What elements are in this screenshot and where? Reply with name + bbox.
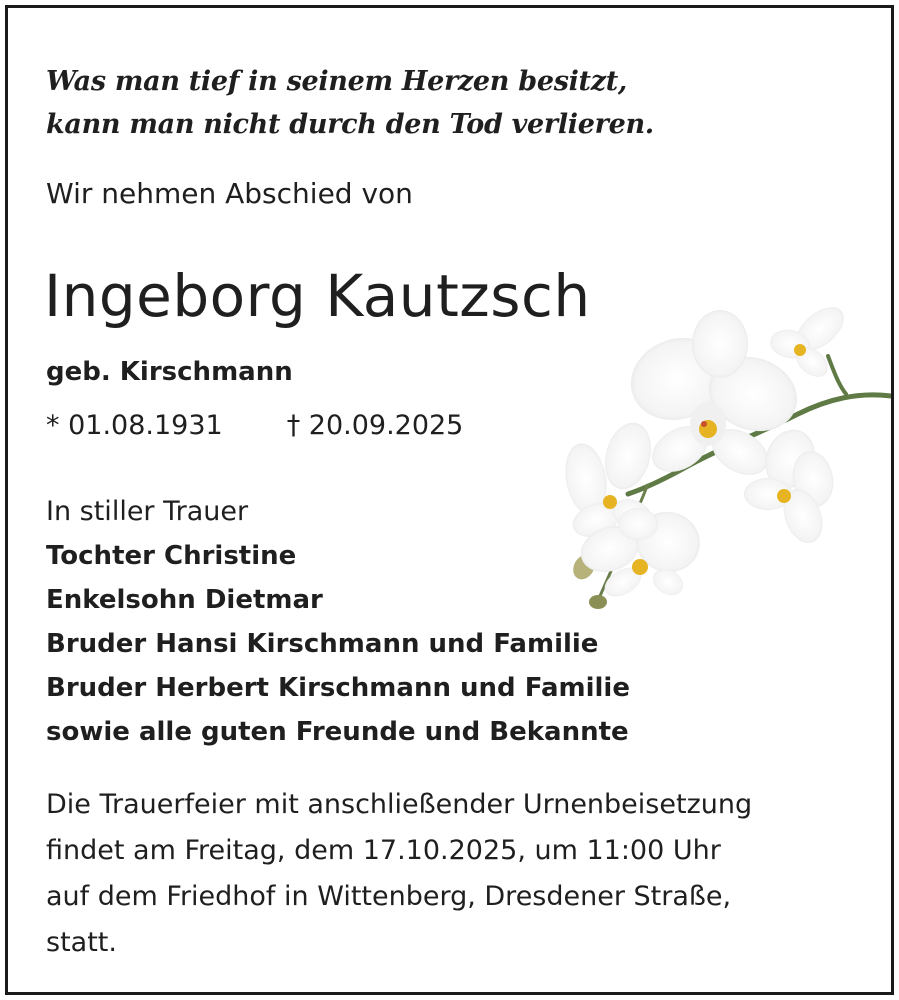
obituary-frame bbox=[5, 5, 894, 995]
funeral-service-info bbox=[46, 782, 752, 966]
deceased-name: Ingeborg Kautzsch bbox=[44, 262, 591, 330]
mourner-item: Tochter Christine bbox=[46, 541, 297, 571]
mourners-intro: In stiller Trauer bbox=[46, 496, 249, 527]
maiden-name: geb. Kirschmann bbox=[46, 357, 293, 387]
motto-line-1: Was man tief in seinem Herzen besitzt, bbox=[46, 66, 628, 97]
birth-date: * 01.08.1931 bbox=[46, 410, 223, 441]
mourner-item: Enkelsohn Dietmar bbox=[46, 585, 323, 615]
service-line-1: Die Trauerfeier mit anschließender Urnenbeisetzung bbox=[46, 789, 753, 820]
farewell-intro: Wir nehmen Abschied von bbox=[46, 177, 413, 210]
service-line-3: auf dem Friedhof in Wittenberg, Dresdener Straße, bbox=[46, 881, 732, 912]
motto-line-2: kann man nicht durch den Tod verlieren. bbox=[46, 109, 654, 140]
service-line-2: findet am Freitag, dem 17.10.2025, um 11:00 Uhr bbox=[46, 835, 721, 866]
mourner-item: sowie alle guten Freunde und Bekannte bbox=[46, 717, 629, 747]
service-line-4: statt. bbox=[46, 927, 117, 958]
life-dates bbox=[46, 406, 463, 446]
orchid-image bbox=[528, 284, 891, 624]
mourner-item: Bruder Herbert Kirschmann und Familie bbox=[46, 673, 630, 703]
motto-quote bbox=[46, 60, 654, 146]
death-date: † 20.09.2025 bbox=[286, 410, 464, 441]
mourner-item: Bruder Hansi Kirschmann und Familie bbox=[46, 629, 599, 659]
